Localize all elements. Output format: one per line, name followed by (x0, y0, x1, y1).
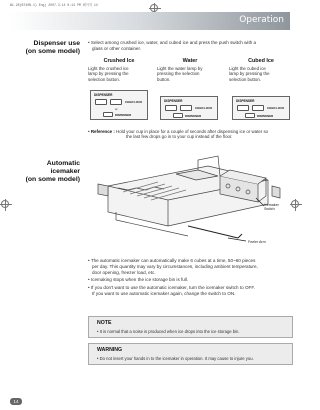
icemaker-bullet: • The automatic icemaker can automatically make 6 cubes at a time, 50~60 pieces per day. This quantity may vary by circumstances, including ambient temperature, door opening, freezer load, etc. (88, 258, 293, 275)
warning-heading: WARNING (97, 347, 123, 353)
column-heading: Cubed Ice (248, 58, 274, 64)
note-heading: NOTE (97, 320, 112, 326)
column-text: pressing the selection (157, 71, 200, 77)
bullet-line: per day. This quantity may vary by circumstances, including ambient temperature, (92, 263, 258, 269)
switch-label-line: Icemaker (264, 203, 279, 207)
child-lock-label: CHILD LOCK (125, 100, 143, 104)
bullet-line: If you want to use automatic icemaker again, change the switch to ON. (92, 290, 236, 296)
dispenser-button-label: DISPENSER (115, 113, 132, 117)
icemaker-bullet: • If you don't want to use the automatic icemaker, turn the icemaker switch to OFF. If you want to use automatic icemaker again, change the switch to ON. (88, 285, 293, 297)
crushed-ice-button[interactable] (95, 99, 107, 105)
icemaker-title-line: (on some model) (25, 176, 80, 183)
column-text: button. (157, 76, 171, 82)
page-title: Operation (239, 15, 284, 25)
feeler-arm-label: Feeler Arm (248, 240, 266, 244)
dispenser-mode-button[interactable] (103, 112, 113, 117)
icemaker-section-title (10, 160, 80, 184)
panel-label: DISPENSER (236, 99, 255, 103)
column-heading: Crushed Ice (103, 58, 135, 64)
column-water (157, 58, 223, 82)
switch-label-line: Switch (264, 207, 275, 212)
page-number: 14 (10, 398, 22, 405)
icemaker-switch-label (264, 203, 279, 212)
header-band (10, 12, 290, 30)
bullet-line: The automatic icemaker can automatically make 6 cubes at a time, 50~60 pieces (90, 258, 256, 263)
column-crushed-ice (88, 58, 150, 82)
dispenser-section-title (10, 40, 80, 56)
registration-mark-icon (150, 4, 158, 12)
icemaker-title-line: Automatic (46, 160, 80, 167)
registration-mark-icon (1, 200, 9, 208)
dispenser-panel-crushed (90, 90, 148, 120)
column-text: selection button. (88, 76, 120, 82)
dispenser-panel-water (160, 96, 218, 120)
column-text: Light the water lamp by (157, 66, 203, 71)
crushed-ice-button[interactable] (165, 105, 177, 111)
child-lock-label: CHILD LOCK (267, 106, 285, 110)
bullet-line: Icemaking stops when the ice storage bin is full. (90, 277, 189, 283)
column-heading: Water (182, 58, 198, 64)
reference-label: Reference : (90, 129, 115, 134)
dispenser-button-label: DISPENSER (185, 114, 202, 118)
crushed-ice-button[interactable] (237, 105, 249, 111)
note-text: • It is normal that a noise is produced when ice drops into the ice storage bin. (97, 329, 240, 334)
icemaker-bullets (88, 258, 293, 297)
reference-text: Hold your cup in place for a couple of seconds after dispensing ice or water so (116, 129, 269, 134)
icemaker-title-line: icemaker (50, 168, 80, 175)
dispenser-panel-cubed (232, 96, 290, 120)
warning-text: • Do not insert your hands in to the icemaker in operation. It may cause to injure you. (97, 356, 254, 361)
reference-note: • Reference : Hold your cup in place for a couple of seconds after dispensing ice or water so the last few drops go in to your cup instead of the floor. (88, 129, 293, 140)
file-info: W1.28(B740N.1) Eng) 2007.3.14 8:14 PM 페이지 14 (10, 3, 98, 7)
column-text: lamp by pressing the (229, 71, 270, 77)
bullet-line: door opening, freezer load, etc. (92, 269, 156, 275)
or-label: or (115, 107, 118, 111)
dispenser-intro: • Select among crushed ice, water, and cubed ice and press the push switch with a glass or other container. (88, 40, 293, 52)
water-button[interactable] (180, 105, 192, 111)
intro-line: glass or other container. (92, 45, 142, 51)
column-cubed-ice (229, 58, 293, 82)
dispenser-title-line: Dispenser use (33, 40, 80, 47)
column-text: Light the cubed ice (229, 66, 266, 71)
column-text: Light the crushed ice (88, 66, 129, 71)
icemaker-illustration (88, 146, 293, 248)
dispenser-mode-button[interactable] (173, 113, 183, 118)
column-text: selection button. (229, 76, 261, 82)
dispenser-title-line: (on some model) (25, 48, 80, 55)
intro-line: Select among crushed ice, water, and cubed ice and press the push switch with a (90, 40, 257, 45)
bullet-line: If you don't want to use the automatic icemaker, turn the icemaker switch to OFF. (90, 285, 255, 291)
child-lock-label: CHILD LOCK (195, 106, 213, 110)
reference-text: the last few drops go in to your cup instead of the floor. (126, 134, 233, 140)
water-button[interactable] (252, 105, 264, 111)
water-button[interactable] (110, 99, 122, 105)
warning-box (88, 343, 293, 365)
panel-label: DISPENSER (94, 93, 113, 97)
note-box (88, 316, 293, 338)
panel-label: DISPENSER (164, 99, 183, 103)
column-text: lamp by pressing the (88, 71, 129, 77)
icemaker-bullet: • Icemaking stops when the ice storage bin is full. (88, 277, 189, 283)
dispenser-button-label: DISPENSER (257, 114, 274, 118)
dispenser-mode-button[interactable] (245, 113, 255, 118)
